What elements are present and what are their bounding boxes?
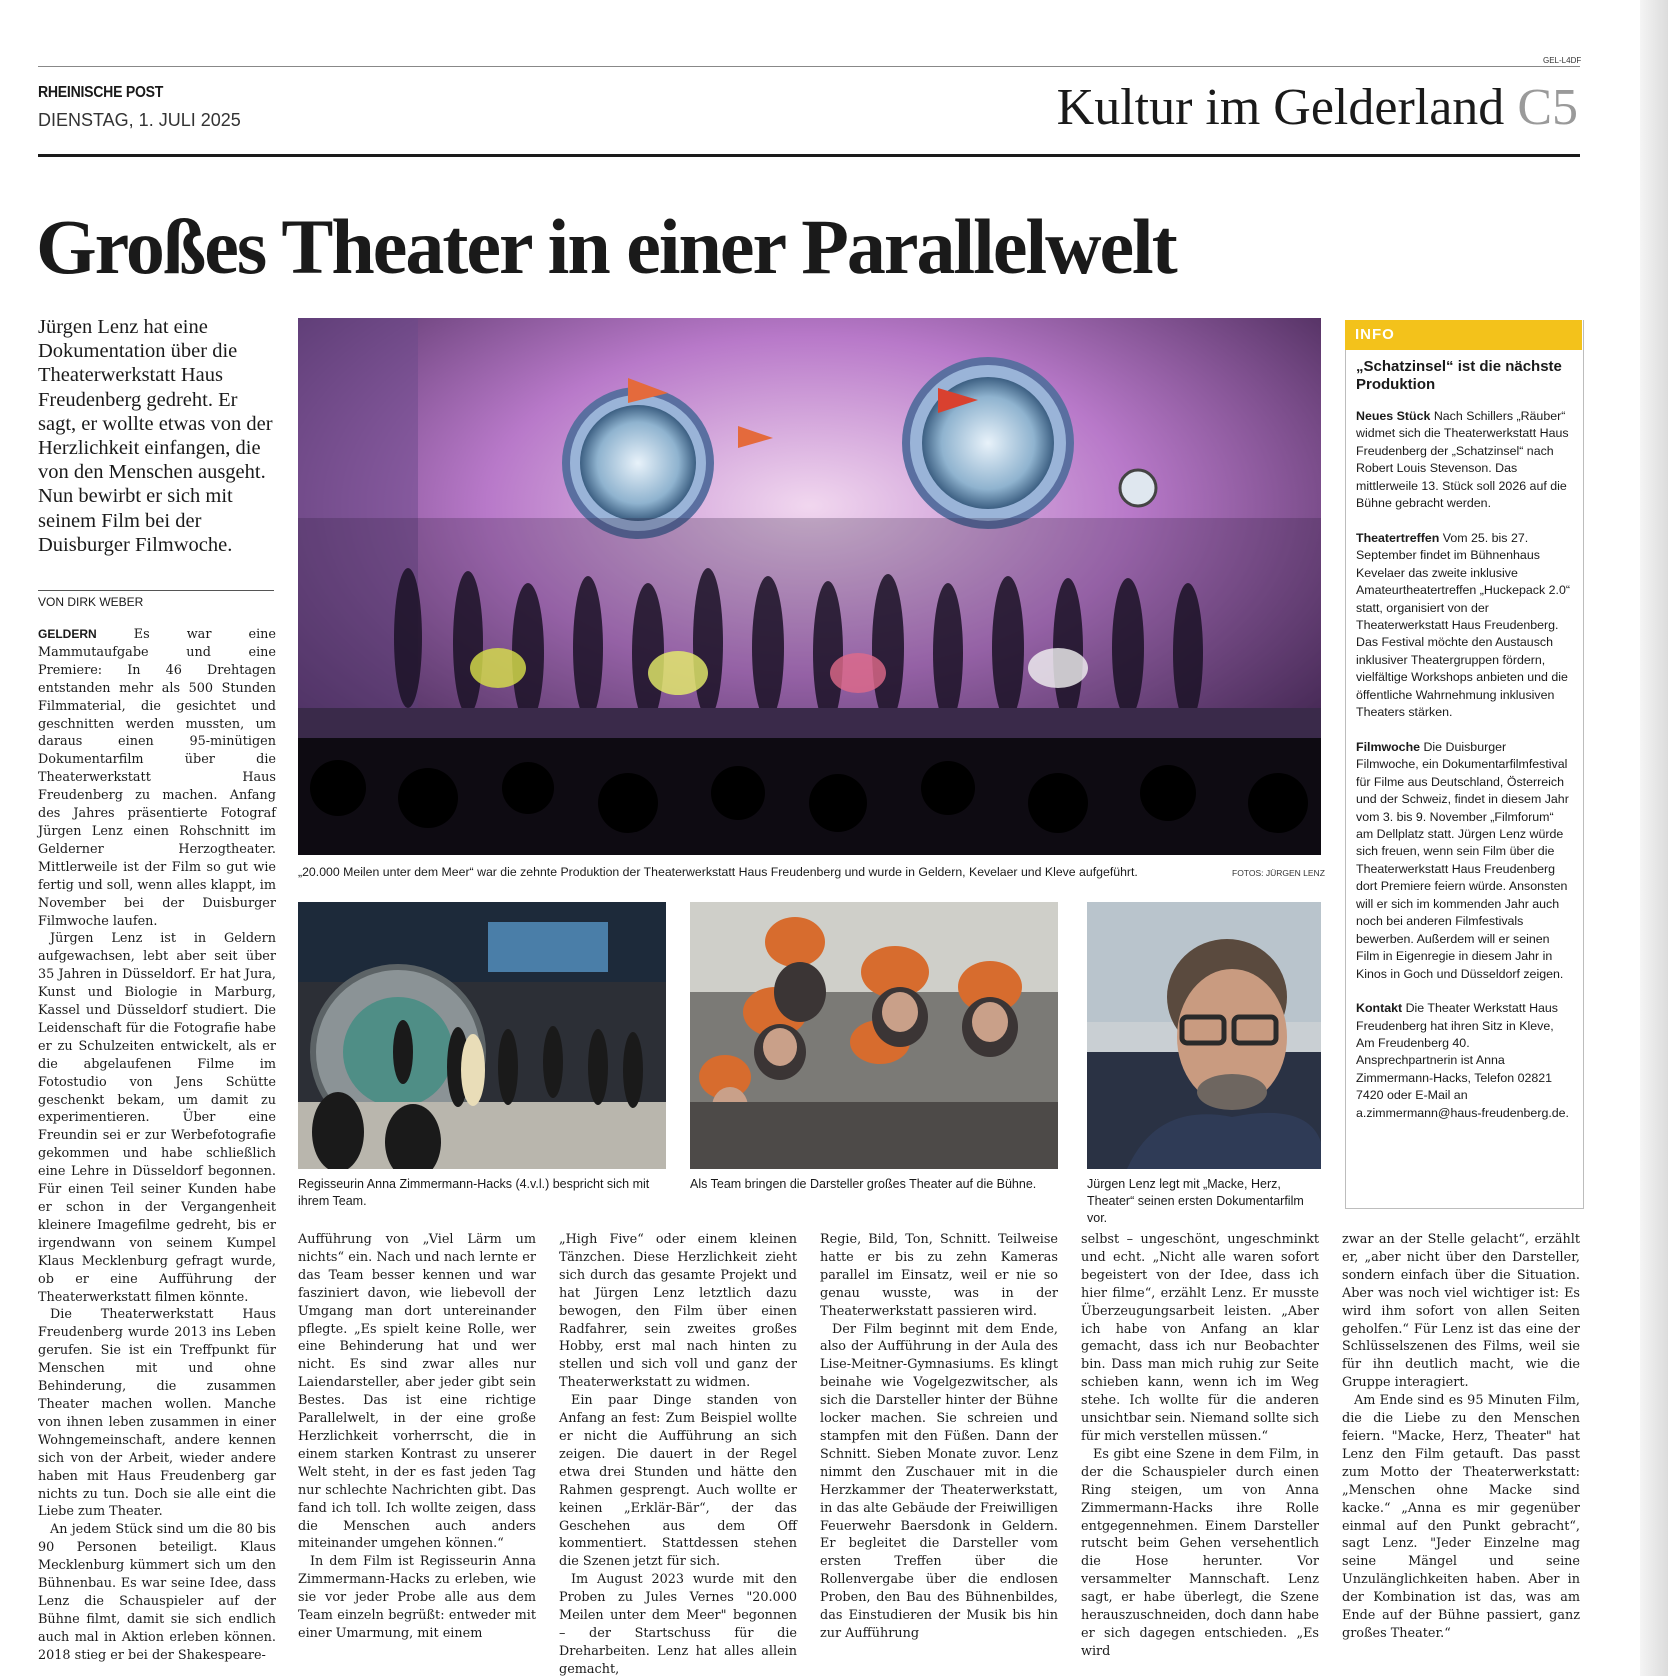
paragraph: Der Film beginnt mit dem Ende, also der Aufführung in der Aula des Lise-Meitner-Gymnasiums. Es klingt beinahe wie Vogelgezwitscher, als sich die Darsteller hinter der Bühne locker machen. Sie schreien und stampfen mit den Füßen. Dann der Schnitt. Sieben Monate zuvor. Lenz nimmt den Zuschauer mit in die Herzkammer der Theaterwerkstatt, in das alte Gebäude der Freiwilligen Feuerwehr Baersdonk in Geldern. Er begleitet die Darsteller vom ersten Treffen über die Rollenvergabe über die endlosen Proben, den Bau des Bühnenbildes, das Einstudieren der Musik bis hin zur Aufführung — [820, 1321, 1058, 1641]
info-section — [1356, 739, 1571, 983]
info-body: Die Theater Werkstatt Haus Freudenberg hat ihren Sitz in Kleve, Am Freudenberg 40. Ansprechpartnerin ist Anna Zimmermann-Hacks, Telefon 02821 7420 oder E-Mail an a.zimmermann@haus-freudenberg.de. — [1356, 1001, 1570, 1120]
main-photo-stage — [298, 318, 1321, 855]
info-label: Neues Stück — [1356, 409, 1431, 423]
main-photo-caption: „20.000 Meilen unter dem Meer“ war die zehnte Produktion der Theaterwerkstatt Haus Freudenberg und wurde in Geldern, Kevelaer und Kleve aufgeführt. — [298, 865, 1138, 879]
paragraph: Jürgen Lenz ist in Geldern aufgewachsen, lebt aber seit über 35 Jahren in Düsseldorf. Er hat Jura, Kunst und Biologie in Marburg, Kassel und Düsseldorf studiert. Die Leidenschaft für die Fotografie habe er zu Schulzeiten entwickelt, als er die abgelaufenen Filme im Fotostudio von Jens Schütte geschenkt bekam, um damit zu experimentieren. Über eine Freundin sei er zur Werbefotografie gekommen und habe schließlich eine Lehre in Düsseldorf begonnen. Für einen Teil seiner Kunden habe er schon in der Vergangenheit kleinere Imagefilme gedreht, bis er irgendwann von seinem Kumpel Klaus Mecklenburg gefragt wurde, ob er eine Aufführung der Theaterwerkstatt filmen könnte. — [38, 931, 276, 1305]
paragraph: „High Five“ oder einem kleinen Tänzchen. Diese Herzlichkeit zieht sich durch das gesamte Projekt und hat Jürgen Lenz letztlich dazu bewogen, den Film über einen Radfahrer, sein zweites großes Hobby, erst mal nach hinten zu stellen und sich voll und ganz der Theaterwerkstatt zu widmen. — [559, 1232, 797, 1391]
info-label: Kontakt — [1356, 1001, 1403, 1016]
page-number: C5 — [1517, 79, 1578, 136]
paragraph: An jedem Stück sind um die 80 bis 90 Personen beteiligt. Klaus Mecklenburg kümmert sich um den Bühnenbau. Es war seine Idee, dass Lenz die Schauspieler auf der Bühne filmt, damit sie sich endlich auch mal in Aktion erleben können. 2018 stieg er bei der Shakespeare- — [38, 1522, 276, 1663]
article-column-2 — [298, 1231, 536, 1643]
info-tag — [1345, 320, 1582, 350]
article-headline: Großes Theater in einer Parallelwelt — [36, 203, 1176, 290]
paragraph: Es war eine Mammutaufgabe und eine Premiere: In 46 Drehtagen entstanden mehr als 500 Stunden Filmmaterial, die gesichtet und geschnitten werden mussten, um daraus einen 95-minütigen Dokumentarfilm über die Theaterwerkstatt Haus Freudenberg zu machen. Anfang des Jahres präsentierte Fotograf Jürgen Lenz einen Rohschnitt im Gelderner Herzogtheater. Mittlerweile ist der Film so gut wie fertig und soll, wenn alles klappt, im November bei der Duisburger Filmwoche laufen. — [38, 627, 276, 929]
paragraph: Im August 2023 wurde mit den Proben zu Jules Vernes "20.000 Meilen unter dem Meer" begonnen – der Startschuss für die Dreharbeiten. Lenz hat alles allein gemacht, — [559, 1572, 797, 1677]
byline: VON DIRK WEBER — [38, 590, 274, 609]
dateline: GELDERN — [38, 627, 97, 641]
article-column-6 — [1342, 1231, 1580, 1643]
photo-caption-team: Als Team bringen die Darsteller großes Theater auf die Bühne. — [690, 1177, 1037, 1191]
top-rule — [38, 66, 1580, 67]
info-title: „Schatzinsel“ ist die nächste Produktion — [1356, 358, 1562, 393]
info-body: Die Duisburger Filmwoche, ein Dokumentarfilmfestival für Filme aus Deutschland, Österreich und der Schweiz, findet in diesem Jahr vom 3. bis 9. November „Filmforum“ am Dellplatz statt. Jürgen Lenz würde sich freuen, wenn sein Film über die Theaterwerkstatt Haus Freudenberg dort Premiere feiern würde. Ansonsten will er sich im kommenden Jahr auch noch bei anderen Filmfestivals bewerben. Außerdem will er seinen Film in Eigenregie in diesem Jahr in Kinos in Goch und Düsseldorf zeigen. — [1356, 739, 1569, 981]
paragraph: In dem Film ist Regisseurin Anna Zimmermann-Hacks zu erleben, wie sie vor jeder Probe alle aus dem Team einzeln begrüßt: entweder mit einer Umarmung, mit einem — [298, 1554, 536, 1641]
paragraph: Es gibt eine Szene in dem Film, in der die Schauspieler durch einen Ring steigen, um von Anna Zimmermann-Hacks ihre Rolle entgegennehmen. Einem Darsteller rutscht beim Gehen versehentlich die Hose herunter. Vor versammelter Mannschaft. Lenz sagt, er habe überlegt, die Szene herauszuschneiden, doch dann habe er sich dagegen entschieden. „Es wird — [1081, 1446, 1319, 1659]
paragraph: Regie, Bild, Ton, Schnitt. Teilweise hatte er bis zu zehn Kameras parallel im Einsatz, weil er nie so genau wusste, was in der Theaterwerkstatt passieren wird. — [820, 1232, 1058, 1319]
paragraph: zwar an der Stelle gelacht“, erzählt er, „aber nicht über den Darsteller, sondern einfach über die Situation. Aber was noch viel wichtiger ist: Es wird ihm sofort von allen Seiten geholfen.“ Für Lenz ist das eine der Schlüsselszenen des Films, weil sie für ihn deutlich macht, wie die Gruppe interagiert. — [1342, 1232, 1580, 1391]
paragraph: Aufführung von „Viel Lärm um nichts“ ein. Nach und nach lernte er das Team besser kennen und war fasziniert davon, wie liebevoll der Umgang man dort untereinander pflegte. „Es spielt keine Rolle, wer eine Behinderung hat und wer nicht. Es sind zwar alles nur Laiendarsteller, aber jeder gibt sein Bestes. Das ist eine richtige Parallelwelt, in der eine große Herzlichkeit vorherrscht, die in einem starken Kontrast zu unserer Welt steht, in der es fast jeden Tag nur schlechte Nachrichten gibt. Das fand ich toll. Ich wollte zeigen, dass die Menschen auch anders miteinander umgehen können.“ — [298, 1232, 536, 1552]
info-body: Nach Schillers „Räuber“ widmet sich die Theaterwerkstatt Haus Freudenberg der „Schatzinsel“ nach Robert Louis Stevenson. Das mittlerweile 13. Stück soll 2026 auf die Bühne gebracht werden. — [1356, 409, 1569, 511]
article-column-1 — [38, 626, 276, 1665]
article-column-4 — [820, 1231, 1058, 1643]
info-tag-label: INFO — [1355, 326, 1395, 343]
info-label: Theatertreffen — [1356, 530, 1440, 545]
paragraph: Am Ende sind es 95 Minuten Film, die die Liebe zu den Menschen feiern. "Macke, Herz, Theater" hat Lenz den Film getauft. Das passt zum Motto der Theaterwerkstatt: „Menschen ohne Macke sind kacke.“ „Anna es mir gegenüber einmal auf den Punkt gebracht“, sagt Lenz. "Jeder Einzelne mag seine Mängel und seine Unzulänglichkeiten haben. Aber in der Kombination ist das, was am Ende auf der Bühne passiert, ganz großes Theater.“ — [1342, 1393, 1580, 1641]
photo-portrait — [1087, 902, 1321, 1169]
info-section — [1356, 530, 1571, 722]
paper-edge-shadow — [1640, 0, 1668, 1676]
issue-date: DIENSTAG, 1. JULI 2025 — [38, 110, 241, 130]
header-rule — [38, 154, 1580, 157]
article-column-5 — [1081, 1231, 1319, 1661]
page-code: GEL-L4DF — [1543, 56, 1582, 65]
photo-caption-portrait: Jürgen Lenz legt mit „Macke, Herz, Theater“ seinen ersten Dokumentarfilm vor. — [1087, 1177, 1304, 1225]
paragraph: Die Theaterwerkstatt Haus Freudenberg wurde 2013 ins Leben gerufen. Sie ist ein Treffpunkt für Menschen mit und ohne Behinderung, die zusammen Theater machen wollen. Manche von ihnen leben zusammen in einer Wohngemeinschaft, andere kennen sich von der Arbeit, wieder andere haben mit Haus Freudenberg gar nichts zu tun. Doch sie alle eint die Liebe zum Theater. — [38, 1307, 276, 1520]
newspaper-name: RHEINISCHE POST — [38, 84, 164, 101]
paragraph: Ein paar Dinge standen von Anfang an fest: Zum Beispiel wollte er nicht die Aufführung an sich zeigen. Die dauert in der Regel etwa drei Stunden und hätte den Rahmen gesprengt. Auch wollte er keinen „Erklär-Bär“, der das Geschehen aus dem Off kommentiert. Stattdessen stehen die Szenen jetzt für sich. — [559, 1393, 797, 1570]
photo-team — [690, 902, 1058, 1169]
photo-caption-rehearsal: Regisseurin Anna Zimmermann-Hacks (4.v.l.) bespricht sich mit ihrem Team. — [298, 1177, 650, 1208]
paragraph: selbst – ungeschönt, ungeschminkt und echt. „Nicht alle waren sofort begeistert von der Idee, dass ich hier filme“, erzählt Lenz. Er musste Überzeugungsarbeit leisten. „Aber ich habe von Anfang an klar gemacht, dass ich nur Beobachter bin. Dass man mich ruhig zur Seite schieben kann, wenn ich im Weg stehe. Ich wollte für die anderen unsichtbar sein. Niemand sollte sich für mich verstellen müssen.“ — [1081, 1232, 1319, 1444]
info-text — [1356, 408, 1571, 1139]
info-body: Vom 25. bis 27. September findet im Bühnenhaus Kevelaer das zweite inklusive Amateurtheatertreffen „Huckepack 2.0“ statt, organisiert von der Theaterwerkstatt Haus Freudenberg. Das Festival möchte den Austausch inklusiver Theatergruppen fördern, vielfältige Workshops anbieten und die öffentliche Wahrnehmung inklusiven Theaters stärken. — [1356, 530, 1570, 720]
info-section — [1356, 408, 1571, 513]
section-name: Kultur im Gelderland — [1056, 79, 1505, 136]
info-label: Filmwoche — [1356, 739, 1421, 754]
info-section — [1356, 1000, 1571, 1122]
article-lead: Jürgen Lenz hat eine Dokumentation über die Theaterwerkstatt Haus Freudenberg gedreht. Er sagt, er wollte etwas von der Herzlichkeit einfangen, die von den Menschen ausgeht. Nun bewirbt er sich mit seinem Film bei der Duisburger Filmwoche. — [38, 316, 273, 556]
photo-credit: FOTOS: JÜRGEN LENZ — [1232, 868, 1325, 878]
photo-rehearsal — [298, 902, 666, 1169]
article-column-3 — [559, 1231, 797, 1679]
section-title — [1057, 78, 1578, 137]
